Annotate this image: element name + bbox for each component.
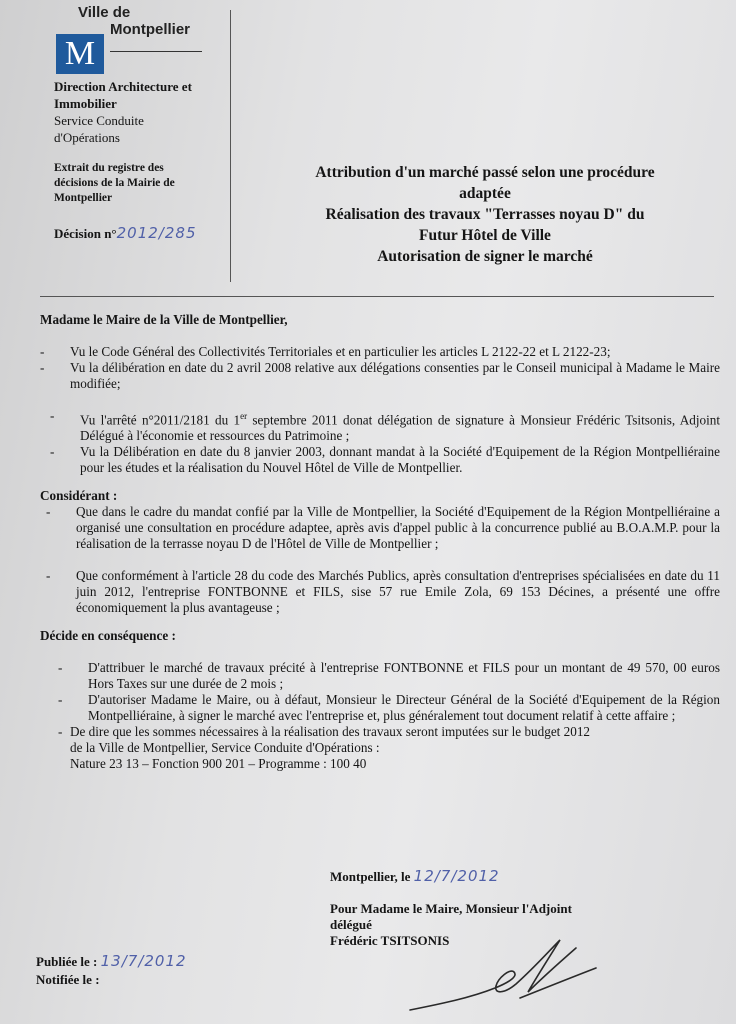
place-date: 12/7/2012 <box>413 867 500 885</box>
document-body <box>40 312 720 772</box>
signatory-role-1: Pour Madame le Maire, Monsieur l'Adjoint <box>330 901 572 916</box>
register-extract <box>54 161 224 206</box>
considerant-item-1: - Que dans le cadre du mandat confié par la Ville de Montpellier, la Société d'Equipement de la Région Montpelliéraine a organisé une consultation en procédure adaptee, après avis d'appel public à la concurrence publié au B.O.A.M.P. pour la réalisation de la terrasse noyau D de l'Hôtel de Ville de Montpellier ; <box>46 504 720 552</box>
decide-item-2: - D'autoriser Madame le Maire, ou à défaut, Monsieur le Directeur Général de la Société d'Equipement de la Région Montpelliéraine, à signer le marché avec l'entreprise et, plus généralement tout document relatif à cette affaire ; <box>58 692 720 724</box>
document-title <box>255 162 715 267</box>
vu-item-1: - Vu le Code Général des Collectivités Territoriales et en particulier les articles L 2122-22 et L 2122-23; <box>40 344 720 360</box>
decision-number-line <box>54 224 196 242</box>
notified-label: Notifiée le : <box>36 972 100 987</box>
service-line-1: Service Conduite <box>54 113 144 128</box>
title-line-4: Futur Hôtel de Ville <box>419 227 551 244</box>
handwritten-signature <box>400 918 600 1018</box>
extract-line-2: décisions de la Mairie de <box>54 177 175 189</box>
published-label: Publiée le : <box>36 954 98 969</box>
title-line-5: Autorisation de signer le marché <box>377 248 593 265</box>
vu-item-3-text-b: septembre 2011 donat délégation de signature à Monsieur Frédéric Tsitsonis, Adjoint Délégué à l'économie et ressources du Patrimoine ; <box>80 412 720 444</box>
signatory-role-2: délégué <box>330 917 372 932</box>
title-line-1: Attribution d'un marché passé selon une procédure <box>315 164 655 181</box>
decision-number: 2012/285 <box>116 224 197 242</box>
decide-item-3-line-1: - De dire que les sommes nécessaires à la réalisation des travaux seront imputées sur le budget 2012 <box>70 724 591 740</box>
decide-heading: Décide en conséquence : <box>40 628 176 644</box>
vu-item-3-sup: er <box>240 411 248 421</box>
signatory-name: Frédéric TSITSONIS <box>330 933 450 948</box>
publication-block <box>36 952 187 989</box>
city-line-2: Montpellier <box>110 21 191 38</box>
department-block <box>54 78 192 146</box>
header-vertical-divider <box>230 10 231 282</box>
decide-item-3 <box>58 724 720 772</box>
place-date-line <box>330 868 572 885</box>
decide-item-3-line-3: Nature 23 13 – Fonction 900 201 – Programme : 100 40 <box>70 756 367 772</box>
vu-item-2: - Vu la délibération en date du 2 avril 2008 relative aux délégations consenties par le Conseil municipal à Madame le Maire modifiée; <box>40 360 720 392</box>
city-line-1: Ville de <box>78 4 131 21</box>
considerant-item-2: - Que conformément à l'article 28 du code des Marchés Publics, après consultation d'entreprises spécialisées en date du 11 juin 2012, l'entreprise FONTBONNE et FILS, sise 57 rue Emile Zola, 69 153 Décines, a présenté une offre économiquement la plus avantageuse ; <box>46 568 720 616</box>
vu-item-4: - Vu la Délibération en date du 8 janvier 2003, donnant mandat à la Société d'Equipement de la Région Montpelliéraine pour les études et la réalisation du Nouvel Hôtel de Ville de Montpellier. <box>50 444 720 476</box>
dept-line-1: Direction Architecture et <box>54 79 192 94</box>
city-logo <box>56 34 104 74</box>
logo-letter: M <box>64 35 96 72</box>
extract-line-3: Montpellier <box>54 192 113 204</box>
considerant-heading: Considérant : <box>40 488 118 504</box>
salutation: Madame le Maire de la Ville de Montpellier, <box>40 312 288 327</box>
published-line <box>36 952 187 971</box>
logo-underline <box>110 51 202 52</box>
header-horizontal-divider <box>40 296 714 297</box>
dept-line-2: Immobilier <box>54 96 117 111</box>
title-line-2: adaptée <box>459 185 511 202</box>
place-label: Montpellier, le <box>330 869 411 884</box>
service-line-2: d'Opérations <box>54 130 120 145</box>
vu-item-3-text-a: Vu l'arrêté n°2011/2181 du 1 <box>80 412 241 428</box>
decide-item-3-line-2: de la Ville de Montpellier, Service Conduite d'Opérations : <box>70 740 380 756</box>
published-date: 13/7/2012 <box>100 952 187 970</box>
decision-label: Décision n° <box>54 226 117 241</box>
extract-line-1: Extrait du registre des <box>54 162 164 174</box>
city-name <box>78 4 190 38</box>
vu-item-3 <box>50 408 720 444</box>
decide-item-1: - D'attribuer le marché de travaux précité à l'entreprise FONTBONNE et FILS pour un montant de 49 570, 00 euros Hors Taxes sur une durée de 2 mois ; <box>58 660 720 692</box>
title-line-3: Réalisation des travaux "Terrasses noyau D" du <box>325 206 645 223</box>
